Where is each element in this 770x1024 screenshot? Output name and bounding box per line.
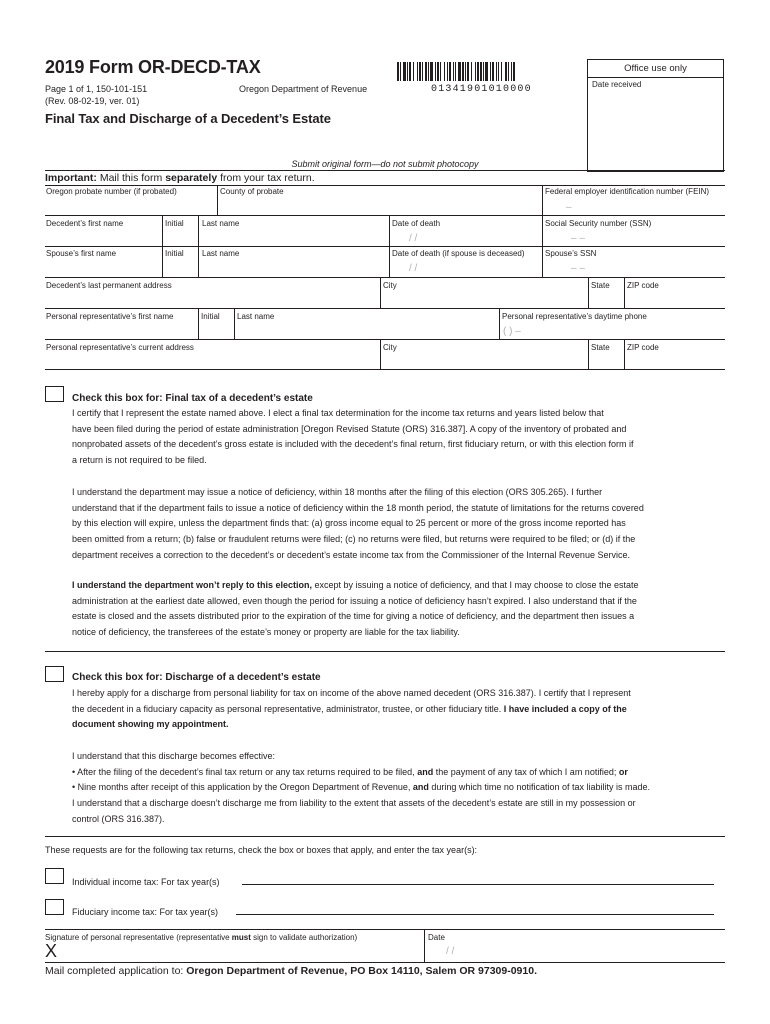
fiduciary-tax-label: Fiduciary income tax: For tax year(s): [72, 907, 219, 917]
rep-zip-field[interactable]: ZIP code: [627, 343, 659, 352]
phone-mask: ( ) –: [503, 326, 521, 337]
text-line: estate is closed and the assets distributed prior to the expiration of the time for giving a notice of deficiency, and the department then issues a: [72, 611, 635, 622]
county-probate-field[interactable]: County of probate: [220, 187, 284, 196]
spouse-last-name-field[interactable]: Last name: [202, 249, 240, 258]
decedent-last-name-field[interactable]: Last name: [202, 219, 240, 228]
divider: [45, 962, 725, 963]
mail-address: Oregon Department of Revenue, PO Box 14110, Salem OR 97309-0910.: [186, 965, 537, 977]
important-label: Important:: [45, 172, 97, 184]
date-of-death-slashes: / /: [409, 233, 418, 244]
text-line: by this election will expire, unless the department finds that: (a) gross income equal to 25 percent or more of the gross income reported has: [72, 518, 626, 529]
spouse-ssn-dashes: – –: [571, 263, 585, 274]
grid-vline: [380, 339, 381, 369]
text-bold: I have included a copy of the: [503, 703, 627, 714]
text-line: administration at the earliest date allowed, even though the period for issuing a notice of deficiency hasn’t expired. I also understand that if the: [72, 595, 637, 606]
discharge-paragraph-1: [72, 686, 722, 733]
discharge-checkbox[interactable]: [45, 666, 64, 682]
form-heading: Final Tax and Discharge of a Decedent’s Estate: [45, 111, 331, 126]
grid-line: [45, 339, 725, 340]
grid-vline: [624, 339, 625, 369]
text-line: [72, 717, 722, 733]
final-tax-paragraph-3: [72, 578, 722, 641]
grid-vline: [217, 185, 218, 215]
date-received-label: Date received: [592, 80, 642, 89]
rep-phone-field[interactable]: Personal representative’s daytime phone: [502, 312, 647, 321]
divider: [45, 929, 725, 930]
office-use-box: [587, 59, 724, 172]
grid-vline: [389, 215, 390, 277]
text-line: department receives a correction to the decedent’s or decedent’s estate income tax from the Commissioner of the Internal Revenue Service.: [72, 549, 630, 560]
final-tax-paragraph-2: [72, 485, 722, 564]
spouse-initial-field[interactable]: Initial: [165, 249, 184, 258]
text-line: I certify that I represent the estate named above. I elect a final tax determination for the income tax returns and years listed below that: [72, 408, 604, 418]
important-emphasis: separately: [165, 172, 218, 184]
decedent-initial-field[interactable]: Initial: [165, 219, 184, 228]
spouse-date-of-death-field[interactable]: Date of death (if spouse is deceased): [392, 249, 525, 258]
bullet-item: [72, 780, 722, 796]
form-title: 2019 Form OR-DECD-TAX: [45, 57, 261, 77]
divider: [45, 836, 725, 837]
barcode-bar: [513, 62, 515, 81]
signature-date-slashes: / /: [446, 946, 455, 957]
ssn-field[interactable]: Social Security number (SSN): [545, 219, 652, 228]
spouse-death-slashes: / /: [409, 263, 418, 274]
grid-vline: [380, 277, 381, 308]
decedent-first-name-field[interactable]: Decedent’s first name: [46, 219, 124, 228]
grid-vline: [424, 929, 425, 962]
individual-tax-label: Individual income tax: For tax year(s): [72, 877, 220, 887]
text-line: notice of deficiency, the transferees of the estate’s money or property are liable for the tax liability.: [72, 627, 460, 638]
grid-line: [45, 308, 725, 309]
date-of-death-field[interactable]: Date of death: [392, 219, 441, 228]
grid-vline: [624, 277, 625, 308]
final-tax-checkbox[interactable]: [45, 386, 64, 402]
spouse-first-name-field[interactable]: Spouse’s first name: [46, 249, 117, 258]
discharge-heading: Check this box for: Discharge of a decedent’s estate: [72, 672, 321, 683]
grid-vline: [198, 308, 199, 339]
text-line: [72, 702, 722, 718]
text-line: I understand the department may issue a notice of deficiency, within 18 months after the filing of this election (ORS 305.265). I further: [72, 487, 603, 497]
barcode-number: 01341901010000: [431, 84, 532, 95]
text-line: have been filed during the period of estate administration [Oregon Revised Statute (ORS) 316.387]. A copy of the inventory of probated and: [72, 423, 627, 434]
grid-line: [45, 369, 725, 370]
text-line: understand that if the department fails to issue a notice of deficiency within the 18 month period, the statute of limitations for the returns covered: [72, 502, 644, 513]
signature-x-mark[interactable]: X: [45, 941, 58, 961]
signature-date-field[interactable]: Date: [428, 933, 445, 942]
text-span: Mail completed application to:: [45, 965, 184, 977]
text-bold: I understand the department won’t reply to this election,: [72, 580, 313, 590]
text-span: • Nine months after receipt of this application by the Oregon Department of Revenue,: [72, 782, 411, 793]
discharge-paragraph-2: [72, 749, 722, 828]
divider: [45, 651, 725, 652]
rep-city-field[interactable]: City: [383, 343, 397, 352]
submit-original-note: Submit original form—do not submit photocopy: [291, 159, 479, 169]
text-span: Signature of personal representative (representative: [45, 933, 230, 942]
bullet-item: [72, 765, 722, 781]
decedent-city-field[interactable]: City: [383, 281, 397, 290]
text-span: the payment of any tax of which I am notified;: [435, 766, 617, 777]
final-tax-paragraph-1: [72, 406, 722, 469]
barcode: [397, 62, 570, 81]
grid-line: [45, 185, 725, 186]
grid-line: [45, 277, 725, 278]
rep-state-field[interactable]: State: [591, 343, 610, 352]
text-span: during which time no notification of tax liability is made.: [431, 782, 650, 793]
rep-initial-field[interactable]: Initial: [201, 312, 220, 321]
text-bold: or: [618, 766, 628, 777]
text-span: except by issuing a notice of deficiency, and that I may choose to close the estate: [312, 580, 639, 590]
grid-vline: [588, 277, 589, 308]
text-span: the decedent in a fiduciary capacity as personal representative, administrator, trustee, or other fiduciary title.: [72, 703, 502, 714]
text-line: [72, 578, 722, 594]
text-bold: must: [231, 933, 251, 942]
text-line: I understand that a discharge doesn’t discharge me from liability to the extent that assets of the decedent’s estate are still in my possession or: [72, 798, 636, 809]
text-line: I understand that this discharge becomes effective:: [72, 751, 275, 761]
decedent-zip-field[interactable]: ZIP code: [627, 281, 659, 290]
probate-number-field[interactable]: Oregon probate number (if probated): [46, 187, 177, 196]
grid-vline: [542, 215, 543, 277]
important-text: Mail this form: [99, 172, 163, 184]
ssn-dashes: – –: [571, 233, 585, 244]
page-info: Page 1 of 1, 150-101-151: [45, 84, 148, 94]
decedent-address-field[interactable]: Decedent’s last permanent address: [46, 281, 172, 290]
mail-instruction: [45, 965, 537, 977]
text-span: sign to validate authorization): [253, 933, 358, 942]
text-bold: and: [412, 782, 429, 793]
agency-name: Oregon Department of Revenue: [239, 84, 368, 94]
text-line: nonprobated assets of the decedent’s gross estate is included with the decedent’s final return, first fiduciary return, or with this election form if: [72, 439, 634, 450]
fiduciary-tax-year-input[interactable]: [236, 914, 714, 915]
text-line: a return is not required to be filed.: [72, 455, 207, 466]
rep-first-name-field[interactable]: Personal representative’s first name: [46, 312, 174, 321]
text-line: control (ORS 316.387).: [72, 813, 165, 824]
grid-vline: [162, 215, 163, 277]
important-notice: [45, 172, 315, 184]
rep-address-field[interactable]: Personal representative’s current address: [46, 343, 194, 352]
spouse-ssn-field[interactable]: Spouse’s SSN: [545, 249, 597, 258]
grid-line: [45, 246, 725, 247]
individual-tax-checkbox[interactable]: [45, 868, 64, 884]
fein-field[interactable]: Federal employer identification number (FEIN): [545, 187, 710, 196]
text-span: • After the filing of the decedent’s final tax return or any tax returns required to be filed,: [72, 766, 415, 777]
signature-label: [45, 933, 357, 942]
fein-dash: –: [566, 202, 572, 213]
important-text-end: from your tax return.: [220, 172, 315, 184]
text-bold: document showing my appointment.: [72, 719, 229, 730]
tax-returns-intro: These requests are for the following tax returns, check the box or boxes that apply, and enter the tax year(s):: [45, 845, 478, 855]
fiduciary-tax-checkbox[interactable]: [45, 899, 64, 915]
revision-info: (Rev. 08-02-19, ver. 01): [45, 96, 140, 106]
text-bold: and: [417, 766, 434, 777]
grid-vline: [542, 185, 543, 215]
grid-line: [45, 215, 725, 216]
grid-vline: [499, 308, 500, 339]
divider: [45, 170, 725, 171]
text-line: I hereby apply for a discharge from personal liability for tax on income of the above named decedent (ORS 316.387). I certify that I represent: [72, 688, 631, 698]
grid-vline: [198, 215, 199, 277]
text-line: been omitted from a return; (b) false or fraudulent returns were filed; (c) no returns were filed, but returns were required to be filed; or (d) if the: [72, 534, 636, 545]
grid-vline: [588, 339, 589, 369]
grid-vline: [234, 308, 235, 339]
individual-tax-year-input[interactable]: [242, 884, 714, 885]
final-tax-heading: Check this box for: Final tax of a decedent’s estate: [72, 393, 313, 404]
decedent-state-field[interactable]: State: [591, 281, 610, 290]
rep-last-name-field[interactable]: Last name: [237, 312, 275, 321]
office-use-label: Office use only: [588, 60, 723, 78]
